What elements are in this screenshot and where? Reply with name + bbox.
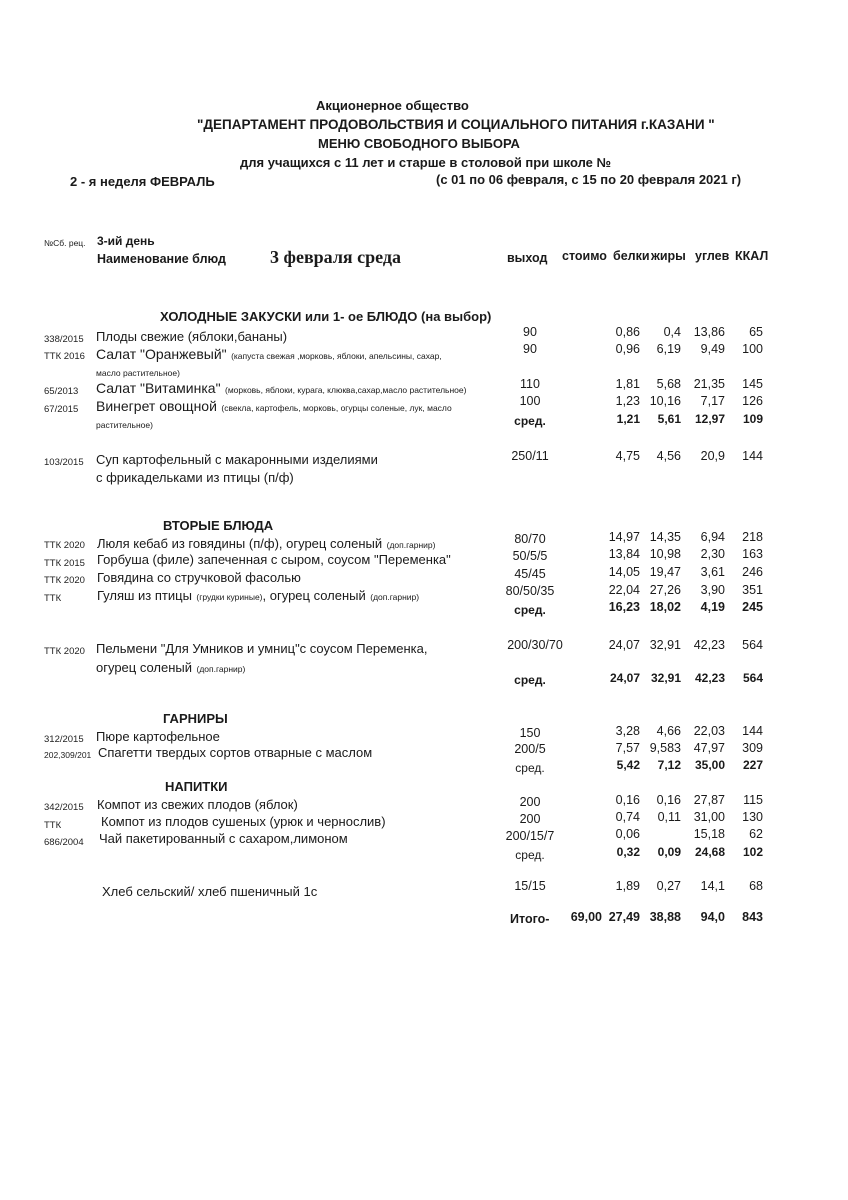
- protein: 1,89: [615, 879, 640, 893]
- carbs: 13,86: [693, 325, 725, 339]
- audience-line: для учащихся с 11 лет и старше в столовой при школе №: [240, 155, 612, 170]
- avg-carbs: 35,00: [694, 758, 725, 772]
- protein: 1,23: [615, 394, 640, 408]
- output: 200/15/7: [505, 829, 555, 843]
- dish-note-mid: (грудки куриные): [196, 592, 263, 602]
- fat: 9,583: [649, 741, 681, 755]
- col-kcal: ККАЛ: [735, 249, 769, 263]
- kcal: 564: [742, 638, 763, 652]
- recipe-code: 202,309/201: [44, 750, 92, 760]
- fat: 19,47: [649, 565, 681, 579]
- carbs: 42,23: [693, 638, 725, 652]
- carbs: 27,87: [693, 793, 725, 807]
- output: 80/70: [514, 532, 546, 546]
- carbs: 21,35: [693, 377, 725, 391]
- recipe-code: ТТК: [44, 593, 62, 604]
- section-title-drinks: НАПИТКИ: [165, 779, 228, 794]
- dish-name: Говядина со стручковой фасолью: [97, 570, 301, 585]
- kcal: 145: [742, 377, 763, 391]
- kcal: 144: [742, 724, 763, 738]
- kcal: 130: [742, 810, 763, 824]
- fat: 10,16: [649, 394, 681, 408]
- output: 90: [523, 325, 537, 339]
- avg-protein: 16,23: [608, 600, 640, 614]
- fat: 4,66: [656, 724, 681, 738]
- fat: 14,35: [649, 530, 681, 544]
- dish-note: (морковь, яблоки, курага, клюква,сахар,масло растительное): [225, 385, 467, 395]
- avg-carbs: 12,97: [694, 412, 725, 426]
- day-label: 3-ий день: [97, 234, 155, 248]
- carbs: 31,00: [693, 810, 725, 824]
- protein: 14,05: [608, 565, 640, 579]
- avg-protein: 24,07: [609, 671, 640, 685]
- week-label: 2 - я неделя ФЕВРАЛЬ: [70, 174, 215, 189]
- carbs: 9,49: [700, 342, 725, 356]
- total-kcal: 843: [742, 910, 763, 924]
- carbs: 2,30: [700, 547, 725, 561]
- dish-name: Компот из свежих плодов (яблок): [97, 797, 298, 812]
- protein: 0,96: [615, 342, 640, 356]
- org-type: Акционерное общество: [316, 98, 469, 113]
- dish-name: Винегрет овощной: [96, 398, 217, 414]
- carbs: 3,61: [700, 565, 725, 579]
- fat: 0,16: [656, 793, 681, 807]
- dish-name: Пюре картофельное: [96, 729, 220, 744]
- dish-name: Чай пакетированный с сахаром,лимоном: [99, 831, 348, 846]
- dish-note: (доп.гарнир): [386, 540, 436, 550]
- dish-note-cont: растительное): [96, 420, 153, 430]
- col-output: выход: [507, 251, 548, 265]
- recipe-code: 312/2015: [44, 734, 84, 745]
- fat: 4,56: [656, 449, 681, 463]
- dish-name-cont: огурец соленый: [96, 660, 193, 675]
- dish-note: (доп.гарнир): [370, 592, 420, 602]
- avg-protein: 1,21: [616, 412, 640, 426]
- output: 200/5: [514, 742, 546, 756]
- recipe-code: 65/2013: [44, 386, 79, 397]
- recipe-code: 686/2004: [44, 837, 84, 848]
- kcal: 163: [742, 547, 763, 561]
- dish-name: Салат "Оранжевый": [96, 346, 227, 362]
- total-label: Итого-: [510, 912, 550, 926]
- recipe-code: 103/2015: [44, 457, 84, 468]
- kcal: 309: [742, 741, 763, 755]
- recipe-no-label: №Сб. рец.: [44, 238, 86, 248]
- recipe-code: ТТК 2020: [44, 646, 85, 657]
- carbs: 22,03: [693, 724, 725, 738]
- kcal: 68: [749, 879, 763, 893]
- total-carbs: 94,0: [700, 910, 725, 924]
- protein: 1,81: [615, 377, 640, 391]
- dish-name: Пельмени "Для Умников и умниц"с соусом Переменка,: [96, 641, 428, 656]
- protein: 4,75: [615, 449, 640, 463]
- output: 200/30/70: [507, 638, 563, 652]
- kcal: 62: [749, 827, 763, 841]
- avg-label: сред.: [515, 761, 545, 775]
- avg-carbs: 24,68: [694, 845, 725, 859]
- dish-name: Гуляш из птицы: [97, 588, 192, 603]
- protein: 24,07: [608, 638, 640, 652]
- output: 200: [519, 795, 541, 809]
- dish-note: (свекла, картофель, морковь, огурцы соленые, лук, масло: [221, 403, 452, 413]
- avg-label: сред.: [514, 603, 546, 617]
- dish-name: Компот из плодов сушеных (урюк и чернослив): [101, 814, 386, 829]
- output: 90: [523, 342, 537, 356]
- name-column-label: Наименование блюд: [97, 252, 226, 266]
- section-title-cold: ХОЛОДНЫЕ ЗАКУСКИ или 1- ое БЛЮДО (на выбор): [160, 309, 492, 324]
- recipe-code: ТТК: [44, 820, 62, 831]
- kcal: 100: [742, 342, 763, 356]
- protein: 22,04: [608, 583, 640, 597]
- output: 50/5/5: [512, 549, 548, 563]
- output: 110: [520, 377, 540, 391]
- section-title-main: ВТОРЫЕ БЛЮДА: [163, 518, 274, 533]
- carbs: 47,97: [693, 741, 725, 755]
- carbs: 14,1: [700, 879, 725, 893]
- avg-label: сред.: [515, 848, 545, 862]
- total-fat: 38,88: [649, 910, 681, 924]
- col-fat: жиры: [651, 249, 686, 263]
- org-name: "ДЕПАРТАМЕНТ ПРОДОВОЛЬСТВИЯ И СОЦИАЛЬНОГО ПИТАНИЯ г.КАЗАНИ ": [197, 117, 715, 132]
- output: 80/50/35: [505, 584, 555, 598]
- col-carbs: углев: [695, 249, 730, 263]
- avg-carbs: 4,19: [700, 600, 725, 614]
- recipe-code: ТТК 2020: [44, 540, 85, 551]
- protein: 3,28: [615, 724, 640, 738]
- avg-fat: 32,91: [650, 671, 681, 685]
- fat: 27,26: [649, 583, 681, 597]
- recipe-code: 342/2015: [44, 802, 84, 813]
- avg-fat: 18,02: [649, 600, 681, 614]
- avg-label: сред.: [514, 414, 546, 428]
- output: 200: [519, 812, 541, 826]
- period-label: (с 01 по 06 февраля, с 15 по 20 февраля 2021 г): [436, 172, 742, 187]
- dish-name: Салат "Витаминка": [96, 380, 221, 396]
- dish-name-cont: с фрикадельками из птицы (п/ф): [96, 470, 294, 485]
- dish-note-cont: масло растительное): [96, 368, 180, 378]
- avg-kcal: 227: [742, 758, 763, 772]
- date-title: 3 февраля среда: [270, 247, 402, 267]
- protein: 0,16: [615, 793, 640, 807]
- col-protein: белки: [613, 249, 650, 263]
- protein: 0,74: [615, 810, 640, 824]
- kcal: 144: [742, 449, 763, 463]
- dish-name: Люля кебаб из говядины (п/ф), огурец соленый: [97, 536, 383, 551]
- fat: 6,19: [656, 342, 681, 356]
- kcal: 246: [742, 565, 763, 579]
- output: 100: [519, 394, 541, 408]
- carbs: 3,90: [700, 583, 725, 597]
- carbs: 6,94: [700, 530, 725, 544]
- output: 45/45: [514, 567, 546, 581]
- menu-title: МЕНЮ СВОБОДНОГО ВЫБОРА: [318, 136, 520, 151]
- carbs: 7,17: [700, 394, 725, 408]
- kcal: 115: [743, 793, 763, 807]
- protein: 0,06: [615, 827, 640, 841]
- output: 150: [519, 726, 541, 740]
- dish-name: Хлеб сельский/ хлеб пшеничный 1с: [102, 884, 318, 899]
- avg-fat: 7,12: [657, 758, 681, 772]
- protein: 14,97: [608, 530, 640, 544]
- kcal: 126: [742, 394, 763, 408]
- avg-kcal: 109: [742, 412, 763, 426]
- dish-name-tail: , огурец соленый: [262, 588, 366, 603]
- protein: 0,86: [615, 325, 640, 339]
- output: 15/15: [514, 879, 546, 893]
- total-cost: 69,00: [570, 910, 602, 924]
- dish-note: (доп.гарнир): [196, 664, 246, 674]
- avg-protein: 5,42: [616, 758, 640, 772]
- fat: 0,4: [663, 325, 681, 339]
- section-title-sides: ГАРНИРЫ: [163, 711, 228, 726]
- avg-fat: 5,61: [657, 412, 681, 426]
- protein: 13,84: [608, 547, 640, 561]
- dish-name: Спагетти твердых сортов отварные с маслом: [98, 745, 373, 760]
- avg-protein: 0,32: [616, 845, 640, 859]
- recipe-code: ТТК 2016: [44, 351, 85, 362]
- kcal: 351: [742, 583, 763, 597]
- kcal: 218: [742, 530, 763, 544]
- kcal: 65: [749, 325, 763, 339]
- recipe-code: 67/2015: [44, 404, 79, 415]
- fat: 0,11: [657, 810, 681, 824]
- fat: 0,27: [656, 879, 681, 893]
- fat: 32,91: [649, 638, 681, 652]
- dish-name: Горбуша (филе) запеченная с сыром, соусом "Переменка": [97, 552, 451, 567]
- carbs: 15,18: [693, 827, 725, 841]
- avg-kcal: 564: [742, 671, 763, 685]
- protein: 7,57: [615, 741, 640, 755]
- avg-kcal: 245: [742, 600, 763, 614]
- avg-label: сред.: [514, 673, 546, 687]
- fat: 10,98: [649, 547, 681, 561]
- fat: 5,68: [656, 377, 681, 391]
- carbs: 20,9: [700, 449, 725, 463]
- total-protein: 27,49: [608, 910, 640, 924]
- recipe-code: ТТК 2020: [44, 575, 85, 586]
- col-cost: стоимо: [562, 249, 607, 263]
- avg-fat: 0,09: [657, 845, 681, 859]
- recipe-code: 338/2015: [44, 334, 84, 345]
- dish-name: Плоды свежие (яблоки,бананы): [96, 329, 288, 344]
- dish-name: Суп картофельный с макаронными изделиями: [96, 452, 378, 467]
- avg-kcal: 102: [742, 845, 763, 859]
- output: 250/11: [511, 449, 549, 463]
- recipe-code: ТТК 2015: [44, 558, 85, 569]
- dish-note: (капуста свежая ,морковь, яблоки, апельсины, сахар,: [231, 351, 442, 361]
- avg-carbs: 42,23: [694, 671, 725, 685]
